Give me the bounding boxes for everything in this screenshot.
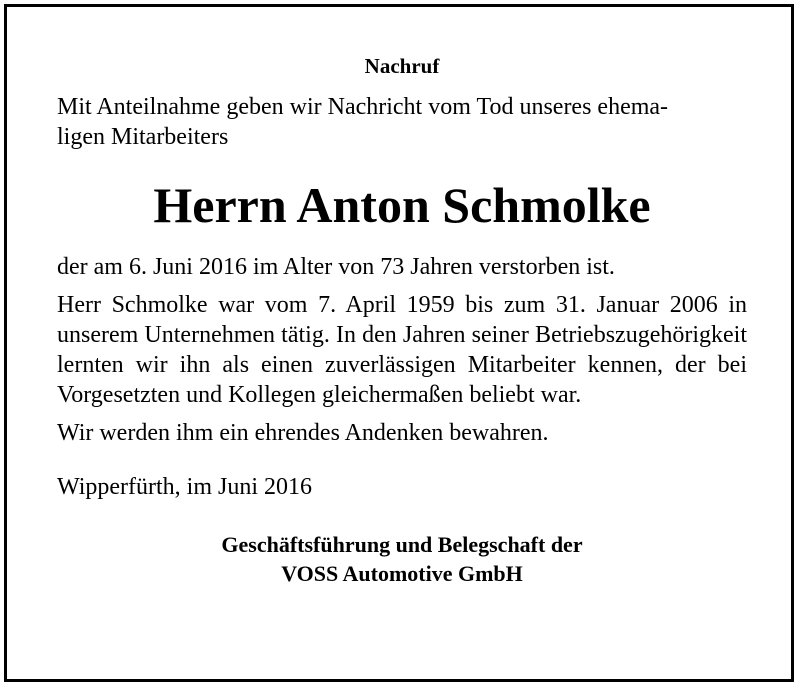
- signature-block: [57, 530, 747, 588]
- intro-text: [57, 92, 747, 152]
- signature-line-1: Geschäftsführung und Belegschaft der: [221, 532, 583, 557]
- intro-line-1: Mit Anteilnahme geben wir Nachricht vom Tod unseres ehema-: [57, 94, 669, 120]
- obituary-content: [57, 52, 747, 588]
- deceased-name: Herrn Anton Schmolke: [153, 177, 651, 233]
- obituary-heading: Nachruf: [364, 54, 440, 78]
- employment-paragraph: Herr Schmolke war vom 7. April 1959 bis zum 31. Januar 2006 in unserem Unternehmen tätig. In den Jahren seiner Betriebszugehörigkeit lernten wir ihn als einen zuverlässigen Mitarbeiter kennen, der bei Vorgesetzten und Kollegen gleichermaßen beliebt war.: [57, 292, 747, 408]
- place-date: Wipperfürth, im Juni 2016: [57, 474, 312, 500]
- intro-line-2: ligen Mitarbeiters: [57, 124, 229, 150]
- death-line: der am 6. Juni 2016 im Alter von 73 Jahren verstorben ist.: [57, 254, 615, 280]
- obituary-frame: [4, 4, 794, 682]
- signature-line-2: VOSS Automotive GmbH: [281, 561, 523, 586]
- closing-line: Wir werden ihm ein ehrendes Andenken bewahren.: [57, 420, 549, 446]
